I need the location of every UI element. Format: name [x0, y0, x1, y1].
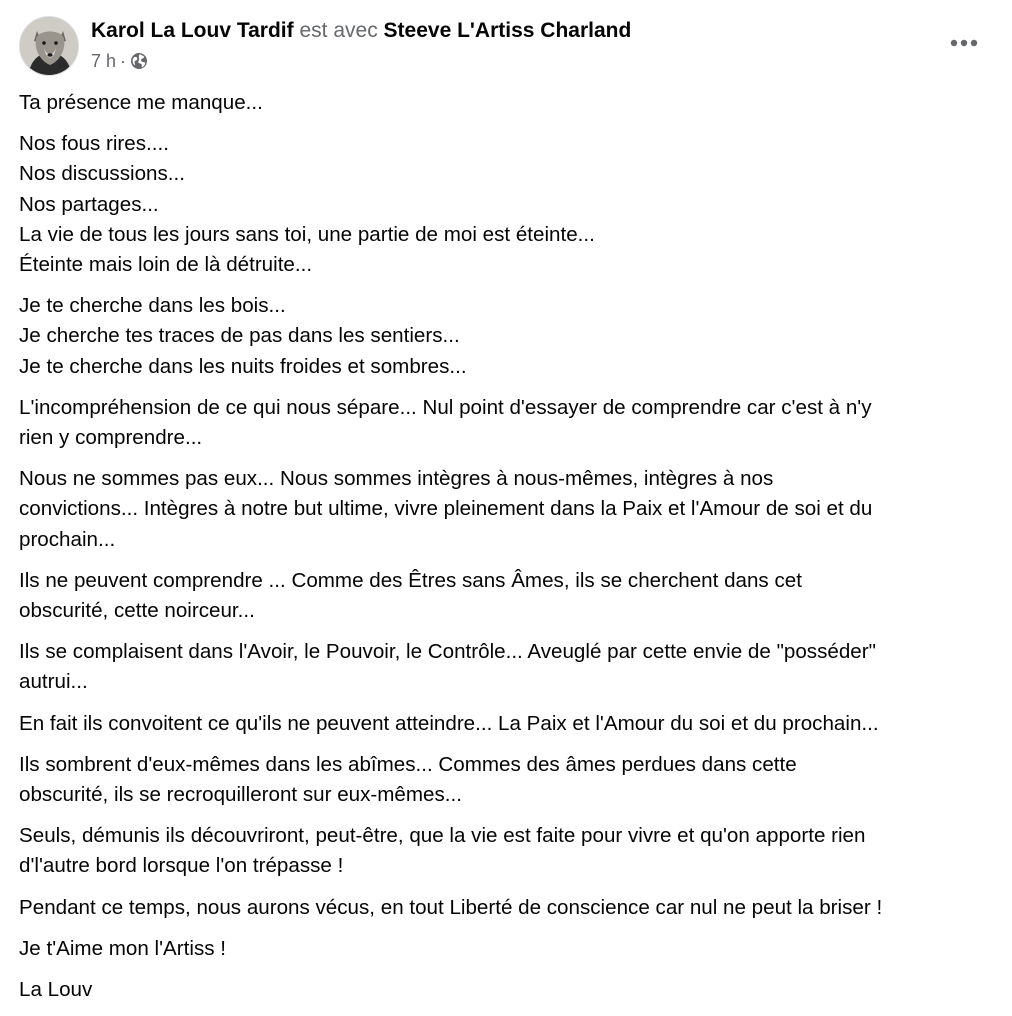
- text-line: convictions... Intègres à notre but ultime, vivre pleinement dans la Paix et l'Amour de soi et du: [19, 497, 873, 521]
- paragraph-2: [19, 129, 999, 280]
- author-name[interactable]: Karol La Louv Tardif: [91, 19, 294, 42]
- post-time[interactable]: 7 h: [91, 51, 117, 71]
- text-line: Ils ne peuvent comprendre ... Comme des Êtres sans Âmes, ils se cherchent dans cet: [19, 568, 802, 592]
- paragraph-5: [19, 464, 999, 555]
- text-line: La Louv: [19, 978, 93, 1002]
- avatar[interactable]: [19, 16, 79, 76]
- text-line: Seuls, démunis ils découvriront, peut-être, que la vie est faite pour vivre et qu'on apporte rien: [19, 824, 866, 848]
- text-line: prochain...: [19, 527, 116, 551]
- text-line: obscurité, ils se recroquilleront sur eux-mêmes...: [19, 783, 462, 807]
- text-line: La vie de tous les jours sans toi, une partie de moi est éteinte...: [19, 222, 595, 246]
- text-line: rien y comprendre...: [19, 426, 203, 450]
- post-header: [0, 0, 1012, 86]
- author-line: [91, 17, 631, 45]
- wolf-avatar-icon: [20, 17, 79, 76]
- post-meta: [91, 49, 148, 73]
- text-line: En fait ils convoitent ce qu'ils ne peuvent atteindre... La Paix et l'Amour du soi et du prochain...: [19, 711, 879, 735]
- paragraph-12: [19, 934, 999, 964]
- paragraph-7: [19, 637, 999, 697]
- text-line: Nos partages...: [19, 192, 159, 216]
- text-line: Je cherche tes traces de pas dans les sentiers...: [19, 324, 460, 348]
- text-line: Je te cherche dans les nuits froides et sombres...: [19, 354, 467, 378]
- paragraph-3: [19, 291, 999, 382]
- paragraph-13: [19, 975, 999, 1005]
- paragraph-9: [19, 750, 999, 810]
- text-line: Nos discussions...: [19, 162, 185, 186]
- text-line: d'l'autre bord lorsque l'on trépasse !: [19, 854, 344, 878]
- text-line: Ils se complaisent dans l'Avoir, le Pouvoir, le Contrôle... Aveuglé par cette envie de "posséder": [19, 640, 876, 664]
- text-line: Nous ne sommes pas eux... Nous sommes intègres à nous-mêmes, intègres à nos: [19, 467, 774, 491]
- paragraph-6: [19, 566, 999, 626]
- text-line: Pendant ce temps, nous aurons vécus, en tout Liberté de conscience car nul ne peut la briser !: [19, 895, 883, 919]
- tagged-name[interactable]: Steeve L'Artiss Charland: [383, 19, 632, 42]
- text-line: autrui...: [19, 670, 88, 694]
- text-line: Ils sombrent d'eux-mêmes dans les abîmes... Commes des âmes perdues dans cette: [19, 752, 797, 776]
- text-line: Éteinte mais loin de là détruite...: [19, 253, 313, 277]
- paragraph-1: [19, 88, 999, 118]
- globe-icon[interactable]: [130, 52, 148, 70]
- text-line: Je t'Aime mon l'Artiss !: [19, 936, 226, 960]
- with-text: est avec: [299, 19, 378, 42]
- paragraph-11: [19, 893, 999, 923]
- text-line: obscurité, cette noirceur...: [19, 599, 255, 623]
- more-options-button[interactable]: [944, 28, 984, 58]
- text-line: Ta présence me manque...: [19, 91, 263, 114]
- paragraph-4: [19, 393, 999, 453]
- post-body: [19, 88, 999, 1016]
- paragraph-10: [19, 821, 999, 881]
- paragraph-8: [19, 709, 999, 739]
- more-horizontal-icon: [950, 39, 978, 47]
- meta-separator: ·: [120, 51, 127, 71]
- text-line: Nos fous rires....: [19, 132, 169, 156]
- text-line: Je te cherche dans les bois...: [19, 294, 286, 318]
- text-line: L'incompréhension de ce qui nous sépare... Nul point d'essayer de comprendre car c'est à n'y: [19, 395, 872, 419]
